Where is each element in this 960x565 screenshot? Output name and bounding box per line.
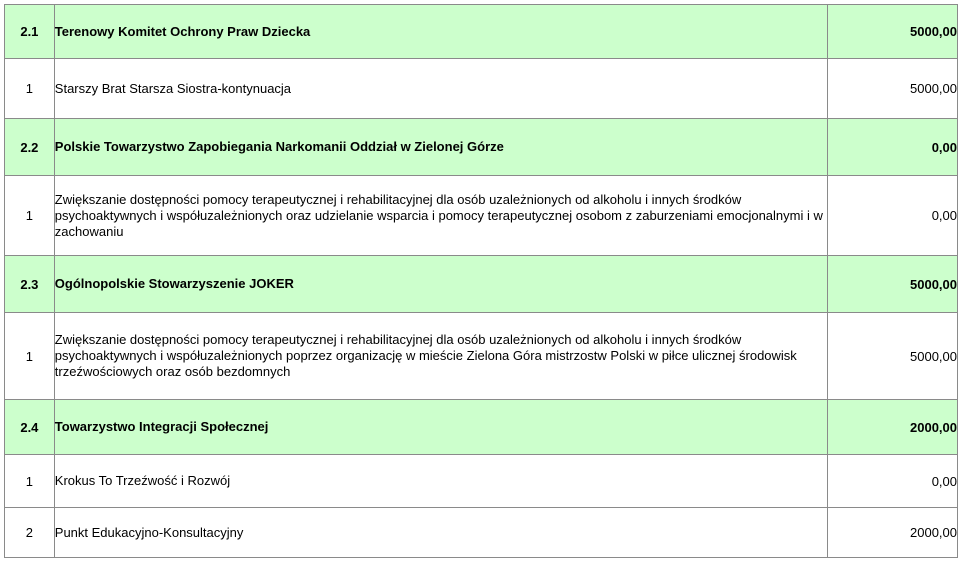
- task-amount: 0,00: [827, 176, 957, 256]
- task-number: 1: [5, 313, 55, 400]
- task-amount: 0,00: [827, 455, 957, 508]
- task-number: 1: [5, 59, 55, 119]
- task-amount: 5000,00: [827, 59, 957, 119]
- org-amount: 5000,00: [827, 256, 957, 313]
- grant-table: [4, 4, 958, 558]
- task-number: 1: [5, 176, 55, 256]
- task-row: [5, 508, 958, 558]
- org-row: [5, 256, 958, 313]
- org-number: 2.2: [5, 119, 55, 176]
- org-row: [5, 400, 958, 455]
- org-row: [5, 119, 958, 176]
- org-name: Terenowy Komitet Ochrony Praw Dziecka: [54, 5, 827, 59]
- task-name: Krokus To Trzeźwość i Rozwój: [54, 455, 827, 508]
- task-number: 2: [5, 508, 55, 558]
- org-name: Polskie Towarzystwo Zapobiegania Narkomanii Oddział w Zielonej Górze: [54, 119, 827, 176]
- org-row: [5, 5, 958, 59]
- org-name: Towarzystwo Integracji Społecznej: [54, 400, 827, 455]
- org-amount: 0,00: [827, 119, 957, 176]
- task-name: Punkt Edukacyjno-Konsultacyjny: [54, 508, 827, 558]
- org-number: 2.3: [5, 256, 55, 313]
- task-row: [5, 455, 958, 508]
- org-amount: 2000,00: [827, 400, 957, 455]
- task-name: Starszy Brat Starsza Siostra-kontynuacja: [54, 59, 827, 119]
- task-amount: 2000,00: [827, 508, 957, 558]
- org-amount: 5000,00: [827, 5, 957, 59]
- org-number: 2.4: [5, 400, 55, 455]
- task-row: [5, 59, 958, 119]
- org-name: Ogólnopolskie Stowarzyszenie JOKER: [54, 256, 827, 313]
- task-name: Zwiększanie dostępności pomocy terapeutycznej i rehabilitacyjnej dla osób uzależnionych od alkoholu i innych środków psychoaktywnych i współuzależnionych oraz udzielanie wsparcia i pomocy terapeutycznej osobom z zaburzeniami emocjonalnymi i w zachowaniu: [54, 176, 827, 256]
- task-amount: 5000,00: [827, 313, 957, 400]
- task-name: Zwiększanie dostępności pomocy terapeutycznej i rehabilitacyjnej dla osób uzależnionych od alkoholu i innych środków psychoaktywnych i współuzależnionych poprzez organizację w mieście Zielona Góra mistrzostw Polski w piłce ulicznej środowisk trzeźwościowych oraz osób bezdomnych: [54, 313, 827, 400]
- org-number: 2.1: [5, 5, 55, 59]
- task-row: [5, 313, 958, 400]
- task-row: [5, 176, 958, 256]
- task-number: 1: [5, 455, 55, 508]
